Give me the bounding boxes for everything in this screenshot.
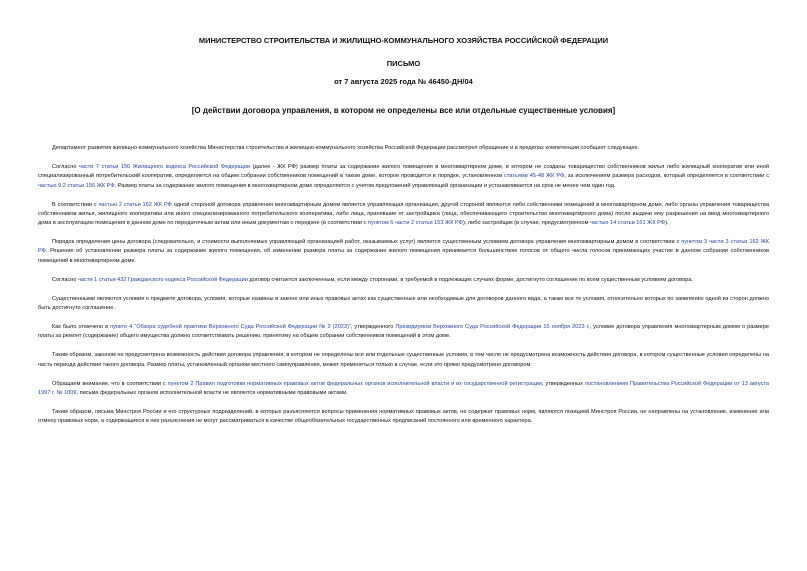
- paragraph: [38, 163, 769, 191]
- legal-reference-link[interactable]: пунктом 3 части 3 статьи 162 ЖК РФ: [38, 239, 770, 255]
- paragraph-text: Согласно: [52, 163, 79, 170]
- paragraph-text: Таким образом, письма Минстроя России и его структурных подразделений, в которых разъясняются вопросы применения нормативных правовых актов, не содержат правовых норм, являются позицией Минстроя России, не направлены на установление, изменение или отмену правовых норм, а содержащиеся в них разъяснения не могут рассматриваться в качестве общеобязательных государственных предписаний постоянного или временного характера.: [38, 408, 769, 425]
- paragraph-text: Существенными являются условия о предмете договора, условия, которые названы в законе или иных правовых актах как существенные или необходимые для договоров данного вида, а также все те условия, относительно которых по заявлению одной из сторон должно быть достигнуто соглашение.: [38, 295, 769, 311]
- paragraph-text: , утвержденных: [541, 380, 585, 387]
- paragraph-text: . Размер платы за содержание жилого помещения в многоквартирном доме определяется с учетом предложений управляющей организации и устанавливается на срок не менее чем один год.: [114, 182, 616, 189]
- paragraph-text: Как было отмечено в: [52, 323, 111, 330]
- legal-reference-link[interactable]: части 7 статьи 156 Жилищного кодекса Российской Федерации: [78, 163, 251, 170]
- paragraph-text: одной стороной договора управления многоквартирным домом является управляющая организация, другой стороной являются либо собственники помещений в многоквартирном доме, либо органы управления товарищества собственников жилья, жилищного кооператива или иного специализированного потребительского кооператива, либо лица, принявшие от застройщика (лица, обеспечивающего строительство многоквартирного дома) после выдачи ему разрешения на ввод многоквартирного дома в эксплуатацию помещения в данном доме по передаточным актам или иным документам о передаче (в соответствии с: [38, 201, 769, 227]
- paragraph-text: . Решение об установлении размера платы за содержание жилого помещения, об изменении размера платы за содержание жилого помещения принимается большинством голосов от общего числа голосов принимающих участие в данном собрании собственников помещений в многоквартирном доме.: [38, 248, 769, 264]
- paragraph: [38, 323, 769, 342]
- legal-reference-link[interactable]: Президиумом Верховного Суда Российской Федерации 15 ноября 2023 г.: [395, 323, 590, 330]
- paragraph-text: Департамент развития жилищно-коммунального хозяйства Министерства строительства и жилищно-коммунального хозяйства Российской Федерации рассмотрел обращение и в пределах компетенции сообщает следующее.: [52, 145, 640, 151]
- legal-reference-link[interactable]: части 1 статьи 432 Гражданского кодекса Российской Федерации: [78, 276, 248, 283]
- document-body: [38, 144, 769, 436]
- paragraph: [38, 380, 769, 399]
- legal-reference-link[interactable]: статьями 45-48 ЖК РФ: [504, 173, 565, 180]
- paragraph-text: ), либо застройщик (в случае, предусмотренном: [462, 220, 590, 227]
- document-type: ПИСЬМО: [386, 59, 421, 68]
- paragraph: [38, 276, 769, 285]
- legal-reference-link[interactable]: частью 2 статьи 162 ЖК РФ: [98, 201, 172, 208]
- paragraph: [38, 201, 769, 229]
- paragraph-text: , утвержденного: [350, 323, 396, 330]
- paragraph-text: Таким образом, законом не предусмотрена возможность действия договора управления, в котором не определены все или отдельные существенные условия, в том числе не предусмотрена возможность действия договора, в котором существенные условия определены на часть периода действия такого договора. Размер платы, установленный органом местного самоуправления, может применяться только в случае, если это прямо предусмотрено договором.: [38, 352, 769, 368]
- legal-reference-link[interactable]: пунктом 6 части 2 статьи 153 ЖК РФ: [367, 220, 463, 227]
- document-subject: [О действии договора управления, в котором не определены все или отдельные существенные условия]: [191, 106, 616, 115]
- paragraph-text: Порядок определения цены договора (следовательно, и стоимости выполняемых управляющей организацией работ, оказываемых услуг) является существенным условием договора управления многоквартирным домом в соответствии с: [52, 239, 682, 246]
- legal-reference-link[interactable]: пункте 4 "Обзора судебной практики Верховного Суда Российской Федерации № 3 (2023)": [110, 323, 351, 330]
- paragraph: [38, 295, 769, 314]
- paragraph: [38, 351, 769, 370]
- legal-reference-link[interactable]: частью 14 статьи 161 ЖК РФ: [590, 220, 666, 227]
- paragraph-text: ).: [665, 220, 669, 227]
- paragraph: [38, 238, 769, 266]
- paragraph-text: , условие договора управления многоквартирным домом о размере платы за ремонт (содержание) общего имущества должно соответствовать решению, принятому на общем собрании собственников помещений в этом доме.: [38, 323, 769, 340]
- ministry-heading: МИНИСТЕРСТВО СТРОИТЕЛЬСТВА И ЖИЛИЩНО-КОММУНАЛЬНОГО ХОЗЯЙСТВА РОССИЙСКОЙ ФЕДЕРАЦИИ: [198, 36, 609, 45]
- legal-reference-link[interactable]: постановлением Правительства Российской Федерации от 13 августа 1997 г. № 1009: [38, 380, 769, 396]
- paragraph-text: В соответствии с: [52, 201, 99, 208]
- paragraph-text: (далее - ЖК РФ) размер платы за содержание жилого помещения в многоквартирном доме, в котором не созданы товарищество собственников жилья либо жилищный кооператив или иной специализированный потребительский кооператив, определяется на общем собрании собственников помещений в таком доме, которое проводится в порядке, установленном: [38, 163, 769, 180]
- paragraph: [38, 144, 769, 153]
- paragraph-text: договор считается заключенным, если между сторонами, в требуемой в подлежащих случаях форме, достигнуто соглашение по всем существенным условиям договора.: [247, 276, 693, 283]
- legal-reference-link[interactable]: частью 9.2 статьи 156 ЖК РФ: [38, 182, 115, 189]
- paragraph: [38, 408, 769, 427]
- paragraph-text: Обращаем внимание, что в соответствии с: [52, 380, 168, 387]
- legal-reference-link[interactable]: пунктом 2 Правил подготовки нормативных правовых актов федеральных органов исполнительной власти и их государственной регистрации: [167, 380, 542, 387]
- document-date-number: от 7 августа 2025 года № 46450-ДН/04: [334, 77, 473, 86]
- paragraph-text: , письма федеральных органов исполнительной власти не являются нормативными правовыми актами.: [76, 389, 348, 396]
- paragraph-text: , за исключением размера расходов, который определяется в соответствии с: [564, 173, 769, 180]
- paragraph-text: Согласно: [52, 276, 78, 283]
